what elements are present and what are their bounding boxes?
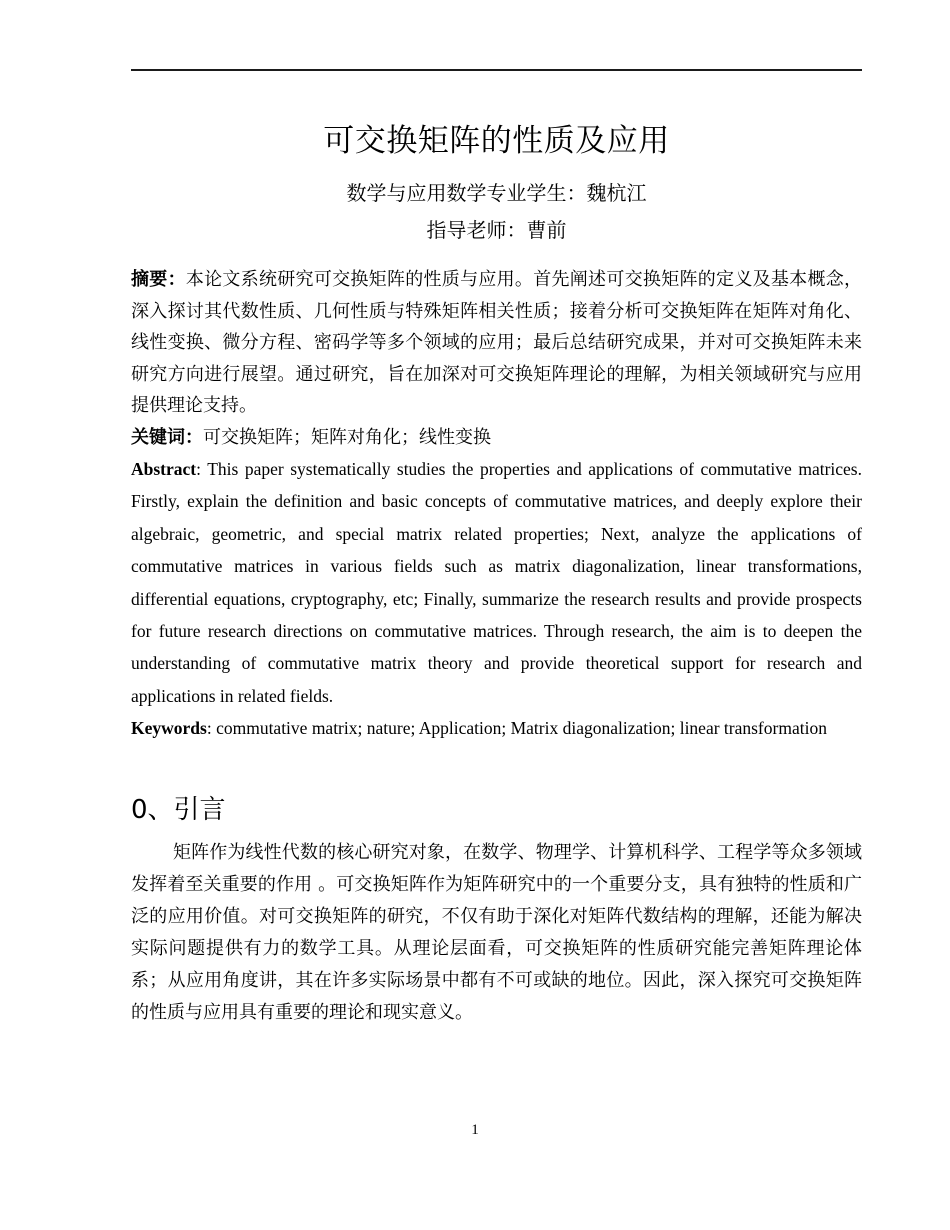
chinese-abstract	[131, 264, 862, 422]
english-keywords-label: Keywords	[131, 718, 207, 739]
chinese-keywords-text: 可交换矩阵；矩阵对角化；线性变换	[203, 426, 491, 447]
english-abstract	[131, 453, 862, 712]
section-heading-introduction: 0、引言	[131, 794, 226, 825]
english-abstract-block	[131, 453, 862, 745]
english-keywords-text: commutative matrix; nature; Application; Matrix diagonalization; linear transformation	[216, 718, 827, 739]
english-abstract-separator: :	[196, 459, 208, 479]
english-abstract-text: This paper systematically studies the properties and applications of commutative matrices. Firstly, explain the definition and basic concepts of commutative matrices, and deeply explore their algebraic, geometric, and special matrix related properties; Next, analyze the applications of commutative matrices in various fields such as matrix diagonalization, linear transformations, differential equations, cryptography, etc; Finally, summarize the research results and provide prospects for future research directions on commutative matrices. Through research, the aim is to deepen the understanding of commutative matrix theory and provide theoretical support for research and applications in related fields.	[131, 459, 862, 706]
advisor-byline: 指导老师：曹前	[426, 220, 567, 242]
student-byline: 数学与应用数学专业学生：魏杭江	[346, 183, 647, 205]
chinese-abstract-label: 摘要：	[131, 269, 186, 289]
page-number-footer: 1	[471, 1122, 479, 1138]
chinese-keywords-label: 关键词：	[131, 426, 203, 447]
english-keywords	[131, 712, 862, 744]
page-title: 可交换矩阵的性质及应用	[323, 123, 670, 159]
introduction-paragraph: 矩阵作为线性代数的核心研究对象，在数学、物理学、计算机科学、工程学等众多领域发挥着至关重要的作用 。可交换矩阵作为矩阵研究中的一个重要分支，具有独特的性质和广泛的应用价值。对可交换矩阵的研究，不仅有助于深化对矩阵代数结构的理解，还能为解决实际问题提供有力的数学工具。从理论层面看，可交换矩阵的性质研究能完善矩阵理论体系；从应用角度讲，其在许多实际场景中都有不可或缺的地位。因此，深入探究可交换矩阵的性质与应用具有重要的理论和现实意义。	[131, 841, 862, 1023]
english-keywords-separator: :	[206, 718, 217, 739]
english-abstract-label: Abstract	[131, 459, 197, 479]
chinese-abstract-text: 本论文系统研究可交换矩阵的性质与应用。首先阐述可交换矩阵的定义及基本概念，深入探讨其代数性质、几何性质与特殊矩阵相关性质；接着分析可交换矩阵在矩阵对角化、线性变换、微分方程、密码学等多个领域的应用；最后总结研究成果，并对可交换矩阵未来研究方向进行展望。通过研究，旨在加深对可交换矩阵理论的理解，为相关领域研究与应用提供理论支持。	[131, 269, 863, 415]
header-divider-rule	[131, 69, 862, 71]
chinese-abstract-block	[131, 264, 862, 453]
page-content	[131, 118, 862, 1029]
chinese-keywords	[131, 422, 862, 454]
